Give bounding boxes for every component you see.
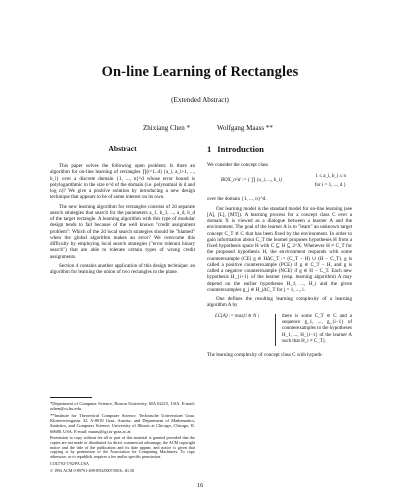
section-heading-introduction xyxy=(207,144,352,154)
intro-lead: We consider the concept class xyxy=(207,162,268,168)
lc-equation-rhs: there is some C_T ∈ C and a sequence g_1, ..., g_{i−1} of counterexamples to the hypotheses H_1, ..., H_{i−1} of the learner A such that H_i ≠ C_T}. xyxy=(275,314,352,346)
section-title: Introduction xyxy=(217,144,264,154)
lc-equation-lhs: LC(A) := max{i ∈ N | xyxy=(215,313,259,319)
footnote-rule xyxy=(50,397,92,398)
paper-title: On-line Learning of Rectangles xyxy=(101,64,299,80)
abstract-paragraph-2: The new learning algorithm for rectangles consists of 2d separate search strategies that search for the parameters a_1, b_1, ..., a_d, b_d of the target rectangle. A learning algorithm with this type of modular design tends to fail because of the well known "credit assignment problem": Which of the 2d local search strategies should be "blamed" when the global algorithm makes an error? We overcome this difficulty by employing local search strategies ("error tolerant binary search") that are able to tolerate certain types of wrong credit assignments. xyxy=(50,203,195,260)
abstract-paragraph-3: Section 4 contains another application of this design technique: an algorithm for learning the union of two rectangles in the plane. xyxy=(50,262,195,275)
permission-notice: Permission to copy without fee all or part of this material is granted provided that the copies are not made or distributed for direct commercial advantage, the ACM copyright notice and the title of the publication and its date appear, and notice is given that copying is by permission of the Association for Computing Machinery. To copy otherwise, or to republish, requires a fee and/or specific permission. xyxy=(50,434,195,460)
footnotes xyxy=(50,397,195,476)
author-2 xyxy=(217,124,273,132)
intro-after-math: over the domain {1, ..., n}^d. xyxy=(207,196,267,203)
box-definition-equation xyxy=(207,172,352,190)
author-2-mark: ** xyxy=(264,124,273,132)
learning-complexity-equation xyxy=(215,314,352,346)
author-1 xyxy=(143,124,190,132)
copyright-line: © 1992 ACM 0-89791-498-8/92/0007/0016...$1.50 xyxy=(50,468,135,474)
equation-condition-2: for i = 1, ..., d } xyxy=(314,183,346,189)
author-1-name: Zhixiang Chen xyxy=(143,124,185,132)
equation-conditions xyxy=(315,172,352,190)
right-column xyxy=(207,144,352,361)
left-column xyxy=(50,144,195,278)
intro-paragraph-2: One defines the resulting learning complexity of a learning algorithm A by xyxy=(207,296,352,309)
intro-paragraph-1: Our learning model is the standard model for on-line learning (see [A], [L], [MT]). A learning process for a concept class C over a domain X is viewed as a dialogue between a learner A and the environment. The goal of the learner A is to "learn" an unknown target concept C_T ∈ C that has been fixed by the environment. In order to gain information about C_T the learner proposes hypotheses H from a fixed hypothesis space H with C ⊆ H ⊆ 2^X. Whenever H ≠ C_T for the proposed hypothesis H, the environment responds with some counterexample (CE) g ∈ HΔC_T := (C_T − H) ∪ (H − C_T). g is called a positive counterexample (PCE) if g ∈ C_T − H, and g is called a negative counterexample (NCE) if g ∈ H − C_T. Each new hypothesis H_{i+1} of the learner (resp. learning algorithm) A may depend on the earlier hypotheses H_1, ..., H_i and the given counterexamples g_j ∈ H_jΔC_T for j = 1, ..., i. xyxy=(207,205,352,293)
colt-line: COLT'92-7/92/PA,USA xyxy=(50,461,89,467)
footnote-2: **Institute for Theoretical Computer Science, Technische Universitaet Graz, Klosterwiesgasse 32, A-8010 Graz, Austria; and Department of Mathematics, Statistics, and Computer Science, University of Illinois at Chicago, Chicago, IL 60680, USA. E-mail: maass@igi.tu-graz.ac.at xyxy=(50,412,195,434)
intro-paragraph-3: The learning complexity of concept class C with hypoth- xyxy=(207,351,323,358)
equation-lhs: BOX_n^d := { xyxy=(221,178,250,184)
footnote-1: *Department of Computer Science, Boston University, MA 02215, USA. E-mail: zchen@cs.bu.edu. xyxy=(50,401,195,412)
abstract-paragraph-1: This paper solves the following open problem: Is there an algorithm for on-line learning of rectangles ∏(i=1..d) {a_i, a_i+1, ..., b_i} over a discrete domain {1, ..., n}^d whose error bound is polylogarithmic in the size n^d of the domain (i.e. polynomial in d and log n)? We give a positive solution by introducing a new design technique that appears to be of some interest on its own. xyxy=(50,163,195,201)
author-2-name: Wolfgang Maass xyxy=(217,124,265,132)
section-number: 1 xyxy=(207,144,212,154)
equation-left xyxy=(221,178,282,184)
author-1-mark: * xyxy=(184,124,191,132)
equation-condition-1: 1 ≤ a_i, b_i ≤ n xyxy=(315,174,346,180)
equation-product: ∏ {a_i, ..., b_i} xyxy=(251,178,283,184)
page-number: 16 xyxy=(196,482,204,489)
abstract-heading: Abstract xyxy=(108,144,137,153)
paper-subtitle: (Extended Abstract) xyxy=(171,96,229,104)
